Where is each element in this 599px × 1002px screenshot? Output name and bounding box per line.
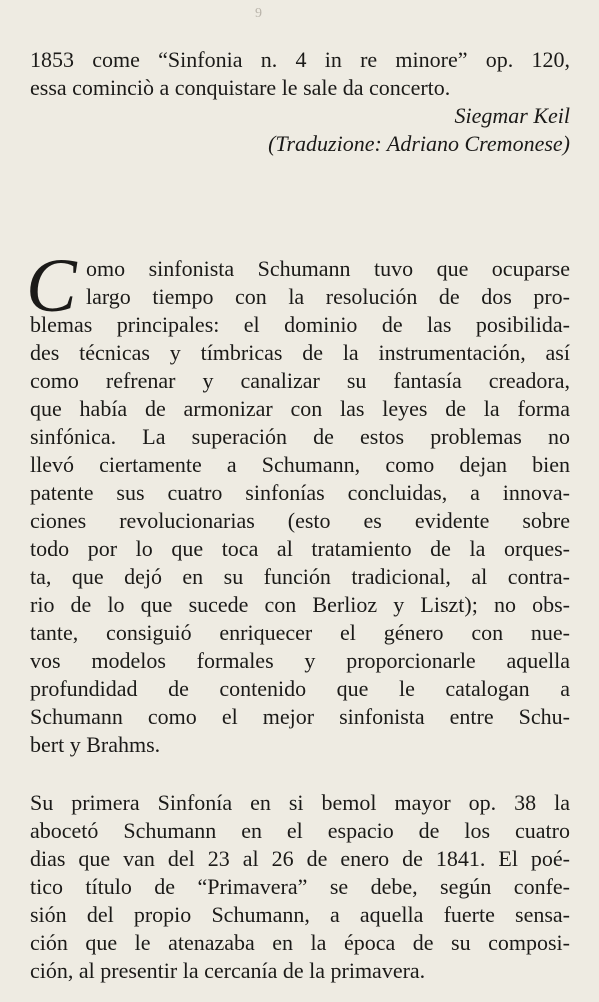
paragraph-line: ción que le atenazaba en la época de su composi- [30,930,570,955]
translator-credit: (Traduzione: Adriano Cremonese) [268,131,570,156]
paragraph-line: rio de lo que sucede con Berlioz y Liszt); no obs- [30,592,570,617]
paragraph-line: profundidad de contenido que le catalogan a [30,676,570,701]
paragraph-line: llevó ciertamente a Schumann, como dejan bien [30,452,570,477]
paragraph-line: que había de armonizar con las leyes de la forma [30,396,570,421]
paragraph-line: sinfónica. La superación de estos problemas no [30,424,570,449]
spanish-paragraph-2 [30,789,570,985]
paragraph-line: ción, al presentir la cercanía de la primavera. [30,958,426,983]
italian-line: 1853 come “Sinfonia n. 4 in re minore” op. 120, [30,47,570,72]
paragraph-line: largo tiempo con la resolución de dos pro- [86,284,570,309]
drop-cap: C [26,244,77,328]
paragraph-line: Schumann como el mejor sinfonista entre Schu- [30,704,570,729]
author-credit: Siegmar Keil [454,103,570,128]
paragraph-line: sión del propio Schumann, a aquella fuerte sensa- [30,902,570,927]
paragraph-line: blemas principales: el dominio de las posibilida- [30,312,570,337]
paragraph-line: tante, consiguió enriquecer el género con nue- [30,620,570,645]
paragraph-line: des técnicas y tímbricas de la instrumentación, así [30,340,570,365]
page-number: 9 [255,6,262,21]
paragraph-line: abocetó Schumann en el espacio de los cuatro [30,818,570,843]
italian-line: essa cominciò a conquistare le sale da concerto. [30,75,451,100]
paragraph-line: patente sus cuatro sinfonías concluidas, a innova- [30,480,570,505]
paragraph-line: como refrenar y canalizar su fantasía creadora, [30,368,570,393]
paragraph-line: Su primera Sinfonía en si bemol mayor op. 38 la [30,790,570,815]
spanish-paragraph-1 [30,255,570,759]
paragraph-line: ciones revolucionarias (esto es evidente sobre [30,508,570,533]
paragraph-line: omo sinfonista Schumann tuvo que ocuparse [86,256,570,281]
paragraph-line: dias que van del 23 al 26 de enero de 1841. El poé- [30,846,570,871]
paragraph-line: tico título de “Primavera” se debe, según confe- [30,874,570,899]
paragraph-line: todo por lo que toca al tratamiento de la orques- [30,536,570,561]
italian-text-block [30,46,570,158]
paragraph-line: vos modelos formales y proporcionarle aquella [30,648,570,673]
paragraph-line: bert y Brahms. [30,732,161,757]
paragraph-line: ta, que dejó en su función tradicional, al contra- [30,564,570,589]
